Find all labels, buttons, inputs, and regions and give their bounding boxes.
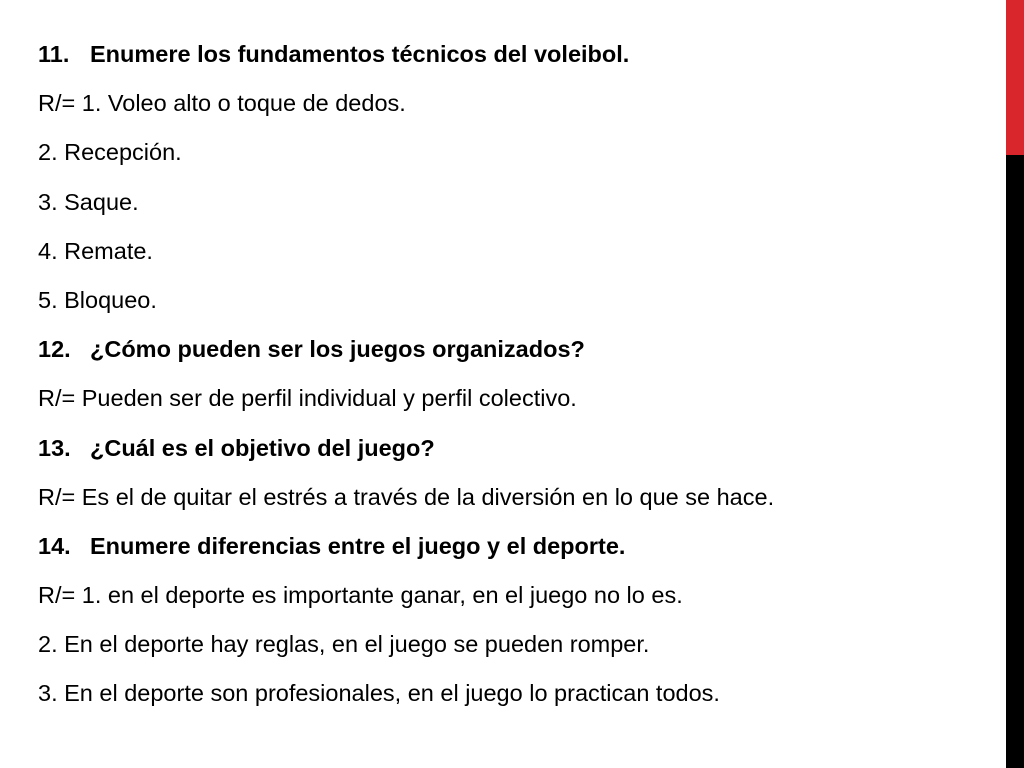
question-number: 14. (38, 532, 71, 559)
question-11 (38, 30, 998, 79)
accent-bar-black (1006, 155, 1024, 768)
question-13 (38, 424, 998, 473)
answer-line: R/= Es el de quitar el estrés a través de la diversión en lo que se hace. (38, 483, 775, 510)
question-text: Enumere diferencias entre el juego y el deporte. (90, 532, 626, 559)
answer-line: 4. Remate. (38, 237, 153, 264)
answer-line: 2. Recepción. (38, 139, 182, 166)
question-text: Enumere los fundamentos técnicos del voleibol. (90, 41, 630, 67)
answer-line: R/= Pueden ser de perfil individual y perfil colectivo. (38, 385, 577, 412)
answer-line: 3. En el deporte son profesionales, en el juego lo practican todos. (38, 680, 720, 707)
slide-body (38, 30, 998, 719)
question-text: ¿Cuál es el objetivo del juego? (90, 434, 435, 461)
question-14 (38, 522, 998, 571)
question-text: ¿Cómo pueden ser los juegos organizados? (90, 336, 585, 363)
accent-bar-red (1006, 0, 1024, 155)
answer-line: 2. En el deporte hay reglas, en el juego se pueden romper. (38, 631, 650, 658)
question-number: 13. (38, 434, 71, 461)
answer-line: 5. Bloqueo. (38, 286, 157, 313)
question-number: 11. (38, 41, 70, 67)
question-number: 12. (38, 336, 71, 363)
answer-line: R/= 1. en el deporte es importante ganar, en el juego no lo es. (38, 582, 683, 609)
answer-line: 3. Saque. (38, 188, 139, 215)
answer-line: R/= 1. Voleo alto o toque de dedos. (38, 90, 406, 117)
question-12 (38, 325, 998, 374)
